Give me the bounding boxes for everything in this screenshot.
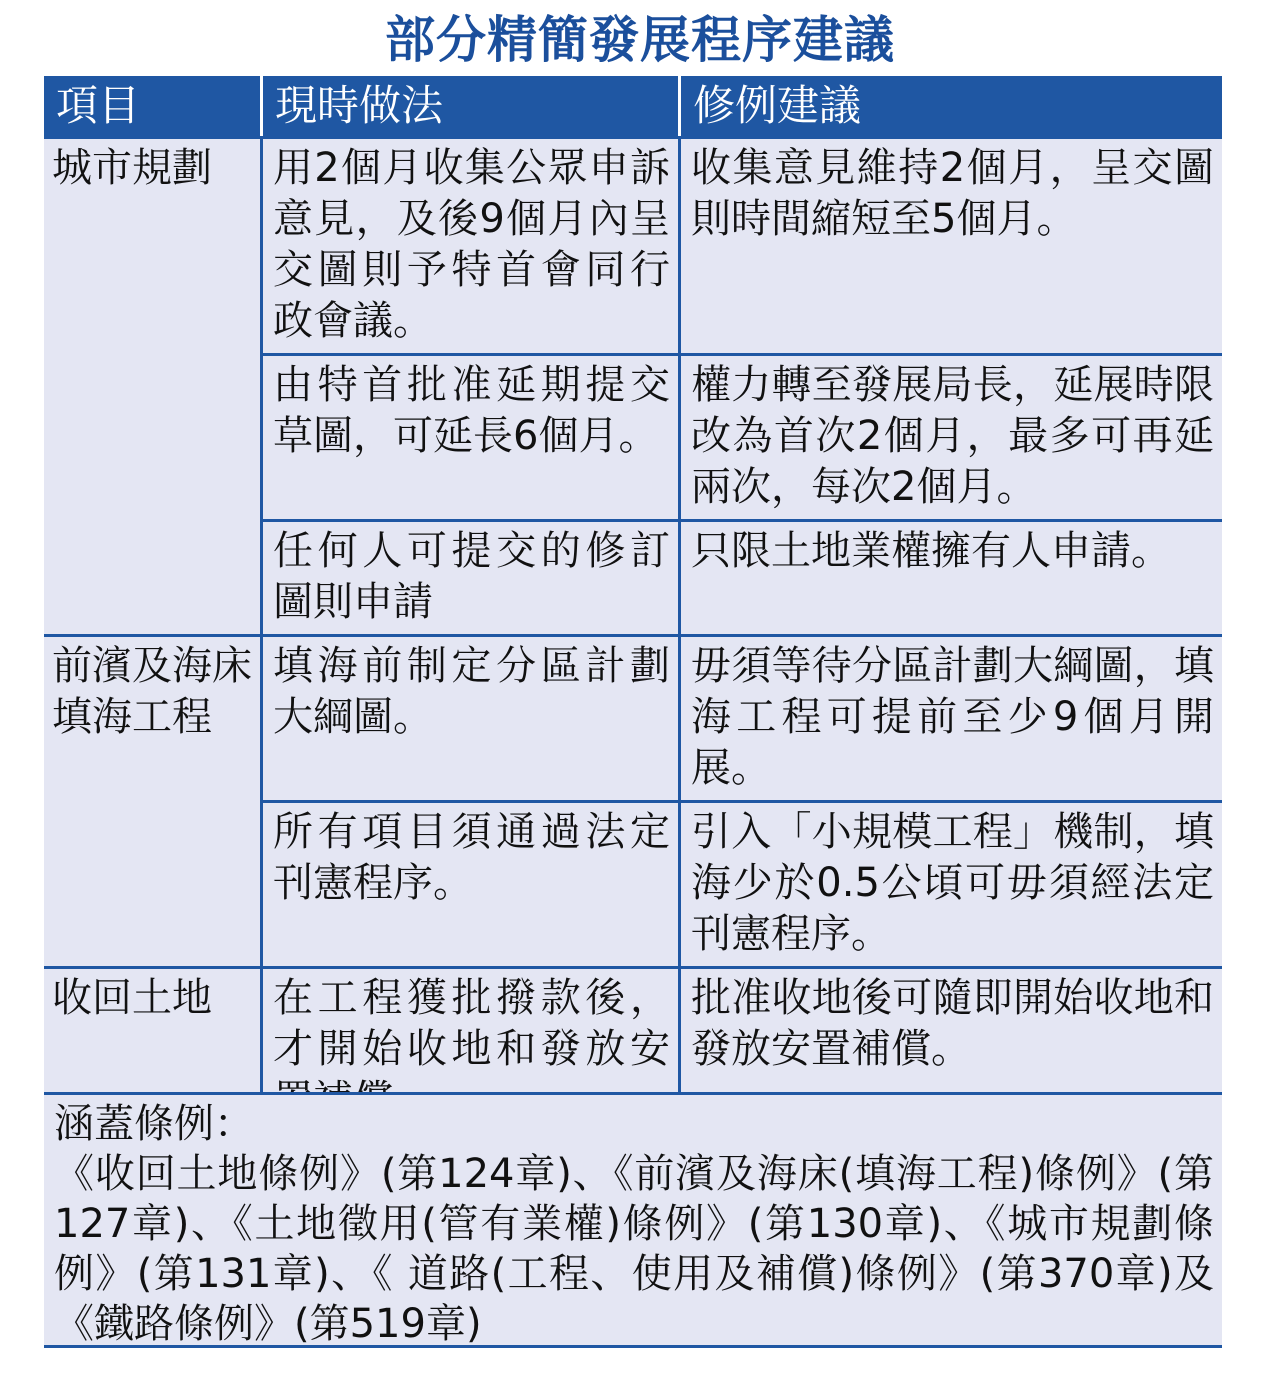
table-header-row <box>44 76 1222 136</box>
current-practice-cell: 任何人可提交的修訂圖則申請 <box>260 519 678 634</box>
proposal-table <box>44 76 1222 1132</box>
table-row <box>44 634 1222 800</box>
proposal-cell: 權力轉至發展局長，延展時限改為首次2個月，最多可再延兩次，每次2個月。 <box>678 353 1222 519</box>
current-practice-cell: 用2個月收集公眾申訴意見，及後9個月內呈交圖則予特首會同行政會議。 <box>260 136 678 353</box>
header-proposal: 修例建議 <box>678 76 1222 136</box>
current-practice-cell: 由特首批准延期提交草圖，可延長6個月。 <box>260 353 678 519</box>
item-land-resumption: 收回土地 <box>44 966 260 1132</box>
current-practice-cell: 在工程獲批撥款後，才開始收地和發放安 <box>260 966 678 1132</box>
current-practice-cell: 所有項目須通過法定刊憲程序。 <box>260 800 678 966</box>
header-item: 項目 <box>44 76 260 136</box>
proposal-cell: 引入「小規模工程」機制，填海少於0.5公頃可毋須經法定刊憲程序。 <box>678 800 1222 966</box>
covered-ordinances <box>44 1092 1222 1348</box>
proposal-cell: 收集意見維持2個月，呈交圖則時間縮短至5個月。 <box>678 136 1222 353</box>
proposal-cell: 毋須等待分區計劃大綱圖，填海工程可提前至少9個月開展。 <box>678 634 1222 800</box>
proposal-cell: 只限土地業權擁有人申請。 <box>678 519 1222 634</box>
item-reclamation: 前濱及海床填海工程 <box>44 634 260 966</box>
current-practice-cell: 填海前制定分區計劃大綱圖。 <box>260 634 678 800</box>
table-row <box>44 136 1222 353</box>
proposal-cell: 批准收地後可隨即開始收地和發放安置補償。 <box>678 966 1222 1132</box>
item-town-planning: 城市規劃 <box>44 136 260 634</box>
covered-ordinances-label: 涵蓋條例： <box>54 1101 254 1147</box>
covered-ordinances-text: 《收回土地條例》(第124章)、《前濱及海床(填海工程)條例》(第127章)、《土地徵用(管有業權)條例》(第130章)、《城市規劃條例》(第131章)、《 道路(工程、使用及補償)條例》(第370章)及《鐵路條例》(第519章) <box>54 1151 1214 1347</box>
header-current-practice: 現時做法 <box>260 76 678 136</box>
page-title: 部分精簡發展程序建議 <box>385 11 895 69</box>
